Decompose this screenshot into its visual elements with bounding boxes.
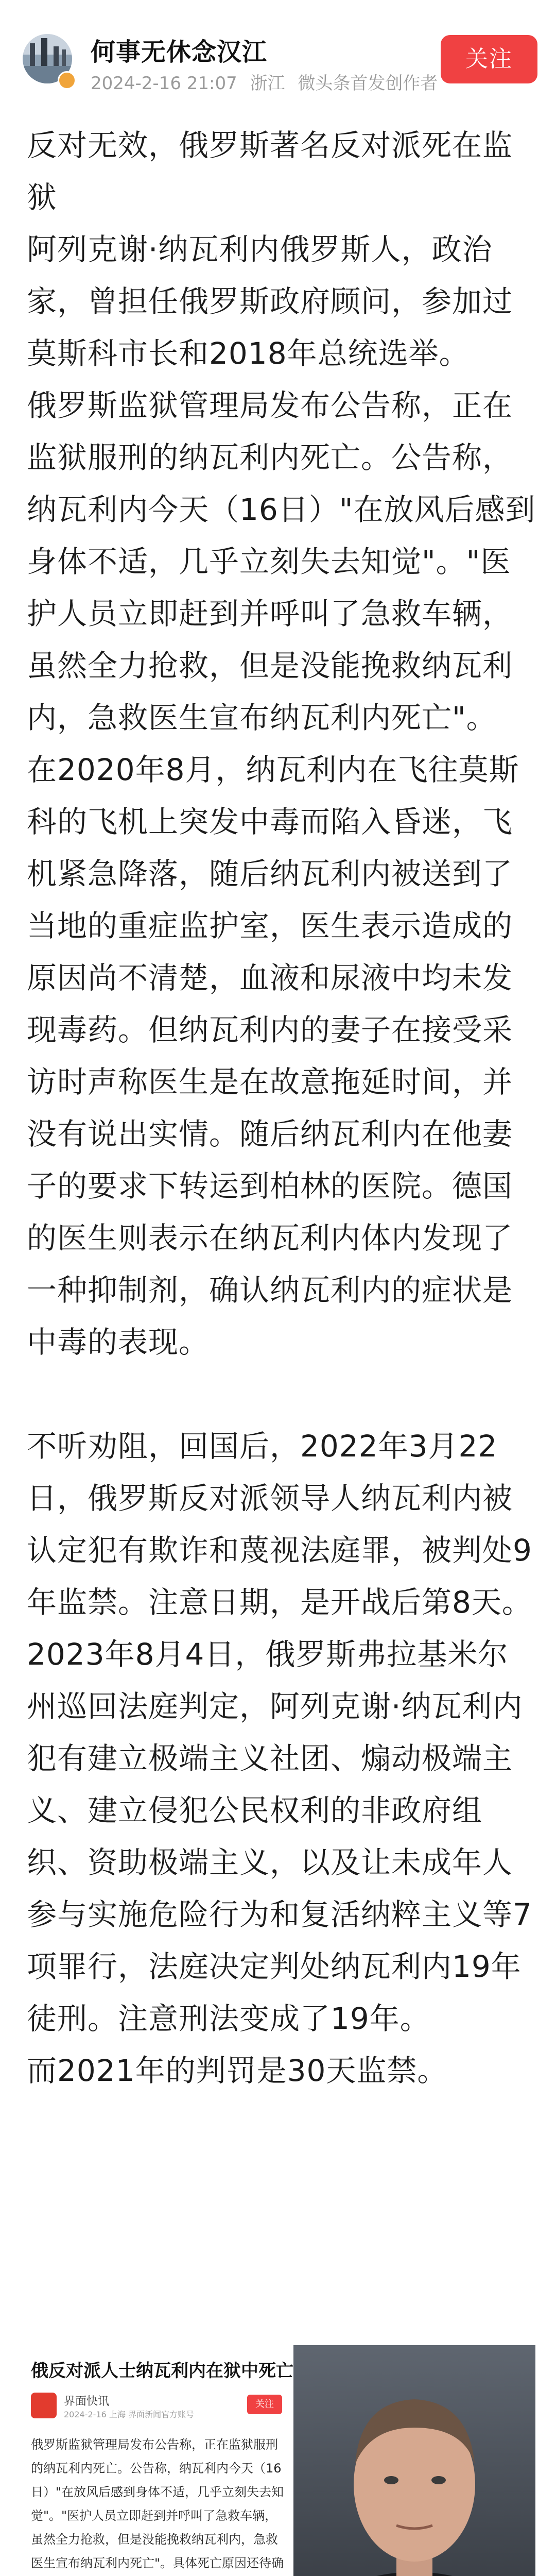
post-meta [91,69,445,94]
post-location: 浙江 [250,73,285,94]
news-source: 界面快讯 [64,2395,110,2408]
post-date: 2024-2-16 21:07 [91,73,237,94]
article-paragraph: 而2021年的判罚是30天监禁。 [27,2053,448,2088]
article-paragraph: 2023年8月4日，俄罗斯弗拉基米尔州巡回法庭判定，阿列克谢·纳瓦利内犯有建立极端主义社团、煽动极端主义、建立侵犯公民权利的非政府组织、资助极端主义，以及让未成年人参与实施危险行为和复活纳粹主义等7项罪行，法庭决定判处纳瓦利内19年徒刑。注意刑法变成了19年。 [27,1637,532,2036]
article-paragraph: 不听劝阻，回国后，2022年3月22日，俄罗斯反对派领导人纳瓦利内被认定犯有欺诈和蔑视法庭罪，被判处9年监禁。注意日期，是开战后第8天。 [27,1429,532,1620]
paragraph-gap [27,1368,536,1420]
article-paragraph: 反对无效，俄罗斯著名反对派死在监狱 [27,128,513,215]
news-body: 俄罗斯监狱管理局发布公告称，正在监狱服刑的纳瓦利内死亡。公告称，纳瓦利内今天（16日）"在放风后感到身体不适，几乎立刻失去知觉"。"医护人员立即赶到并呼叫了急救车辆，虽然全力抢救，但是没能挽救纳瓦利内，急救医生宣布纳瓦利内死亡"。具体死亡原因还待确 [31,2437,284,2570]
news-meta: 2024-2-16 上海 界面新闻官方账号 [64,2410,194,2419]
article-paragraph: 俄罗斯监狱管理局发布公告称，正在监狱服刑的纳瓦利内死亡。公告称，纳瓦利内今天（16日）"在放风后感到身体不适，几乎立刻失去知觉"。"医护人员立即赶到并呼叫了急救车辆，虽然全力抢救，但是没能挽救纳瓦利内，急救医生宣布纳瓦利内死亡"。 [27,388,536,735]
author-name[interactable]: 何事无休念汉江 [91,38,268,66]
news-title: 俄反对派人士纳瓦利内在狱中死亡 [31,2361,293,2381]
article-paragraph: 阿列克谢·纳瓦利内俄罗斯人，政治家，曾担任俄罗斯政府顾问，参加过莫斯科市长和2018年总统选举。 [27,232,513,371]
follow-button[interactable]: 关注 [441,35,537,83]
portrait-image [293,2345,535,2576]
news-follow-button: 关注 [247,2395,282,2414]
creator-badge-icon [58,71,76,90]
creator-label: 微头条首发创作者 [298,73,438,94]
news-source-logo-icon [31,2393,57,2418]
article-body [27,120,536,2097]
article-paragraph: 在2020年8月，纳瓦利内在飞往莫斯科的飞机上突发中毒而陷入昏迷，飞机紧急降落，随后纳瓦利内被送到了当地的重症监护室，医生表示造成的原因尚不清楚，血液和尿液中均未发现毒药。但纳瓦利内的妻子在接受采访时声称医生是在故意拖延时间，并没有说出实情。随后纳瓦利内在他妻子的要求下转运到柏林的医院。德国的医生则表示在纳瓦利内体内发现了一种抑制剂，确认纳瓦利内的症状是中毒的表现。 [27,752,519,1360]
post-header [0,0,556,109]
portrait-photo [293,2345,535,2576]
embedded-news-image[interactable] [21,2345,535,2576]
news-screenshot [21,2345,293,2576]
